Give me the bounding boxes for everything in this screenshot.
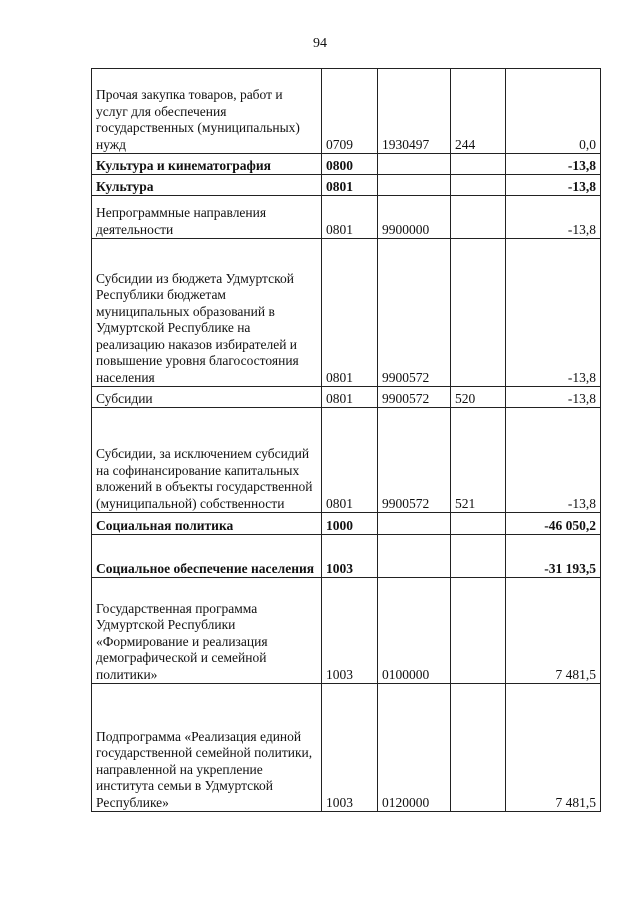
amount-cell: -13,8 (506, 154, 601, 175)
amount-cell: 7 481,5 (506, 684, 601, 812)
row-name-cell: Субсидии из бюджета Удмуртской Республики бюджетам муниципальных образований в Удмуртской Республике на реализацию наказов избирателей и повышение уровня благосостояния населения (92, 239, 322, 387)
target-article-cell: 1930497 (378, 69, 451, 154)
expense-type-cell (451, 684, 506, 812)
page-number: 94 (313, 36, 327, 51)
expense-type-cell (451, 239, 506, 387)
expense-type-cell (451, 513, 506, 535)
amount-cell: -31 193,5 (506, 535, 601, 578)
section-code-cell: 0801 (322, 196, 378, 239)
section-code-cell: 1003 (322, 684, 378, 812)
amount-cell: -13,8 (506, 196, 601, 239)
section-code-cell: 1003 (322, 535, 378, 578)
table-row (92, 578, 601, 684)
row-name-cell: Подпрограмма «Реализация единой государственной семейной политики, направленной на укрепление института семьи в Удмуртской Республике» (92, 684, 322, 812)
expense-type-cell (451, 175, 506, 196)
amount-cell: -13,8 (506, 239, 601, 387)
amount-cell: -13,8 (506, 175, 601, 196)
budget-table (91, 68, 601, 812)
expense-type-cell: 520 (451, 387, 506, 408)
target-article-cell: 9900572 (378, 387, 451, 408)
section-code-cell: 1003 (322, 578, 378, 684)
table-row (92, 684, 601, 812)
target-article-cell (378, 154, 451, 175)
section-code-cell: 0801 (322, 387, 378, 408)
target-article-cell: 0120000 (378, 684, 451, 812)
target-article-cell (378, 535, 451, 578)
row-name-cell: Государственная программа Удмуртской Республики «Формирование и реализация демографической и семейной политики» (92, 578, 322, 684)
table-row (92, 513, 601, 535)
amount-cell: -46 050,2 (506, 513, 601, 535)
row-name-cell: Непрограммные направления деятельности (92, 196, 322, 239)
table-row (92, 154, 601, 175)
amount-cell: -13,8 (506, 408, 601, 513)
row-name-cell: Субсидии (92, 387, 322, 408)
section-code-cell: 0801 (322, 239, 378, 387)
row-name-cell: Социальная политика (92, 513, 322, 535)
amount-cell: 7 481,5 (506, 578, 601, 684)
table-row (92, 387, 601, 408)
target-article-cell (378, 175, 451, 196)
target-article-cell (378, 513, 451, 535)
section-code-cell: 0801 (322, 175, 378, 196)
row-name-cell: Культура и кинематография (92, 154, 322, 175)
table-row (92, 535, 601, 578)
expense-type-cell (451, 154, 506, 175)
target-article-cell: 9900572 (378, 239, 451, 387)
table-row (92, 196, 601, 239)
expense-type-cell (451, 196, 506, 239)
table-row (92, 408, 601, 513)
expense-type-cell: 521 (451, 408, 506, 513)
section-code-cell: 0709 (322, 69, 378, 154)
table-row (92, 69, 601, 154)
table-row (92, 175, 601, 196)
row-name-cell: Субсидии, за исключением субсидий на софинансирование капитальных вложений в объекты государственной (муниципальной) собственности (92, 408, 322, 513)
target-article-cell: 0100000 (378, 578, 451, 684)
section-code-cell: 1000 (322, 513, 378, 535)
amount-cell: -13,8 (506, 387, 601, 408)
row-name-cell: Культура (92, 175, 322, 196)
row-name-cell: Социальное обеспечение населения (92, 535, 322, 578)
target-article-cell: 9900000 (378, 196, 451, 239)
expense-type-cell: 244 (451, 69, 506, 154)
table-row (92, 239, 601, 387)
amount-cell: 0,0 (506, 69, 601, 154)
target-article-cell: 9900572 (378, 408, 451, 513)
expense-type-cell (451, 578, 506, 684)
section-code-cell: 0800 (322, 154, 378, 175)
row-name-cell: Прочая закупка товаров, работ и услуг для обеспечения государственных (муниципальных) нужд (92, 69, 322, 154)
section-code-cell: 0801 (322, 408, 378, 513)
expense-type-cell (451, 535, 506, 578)
